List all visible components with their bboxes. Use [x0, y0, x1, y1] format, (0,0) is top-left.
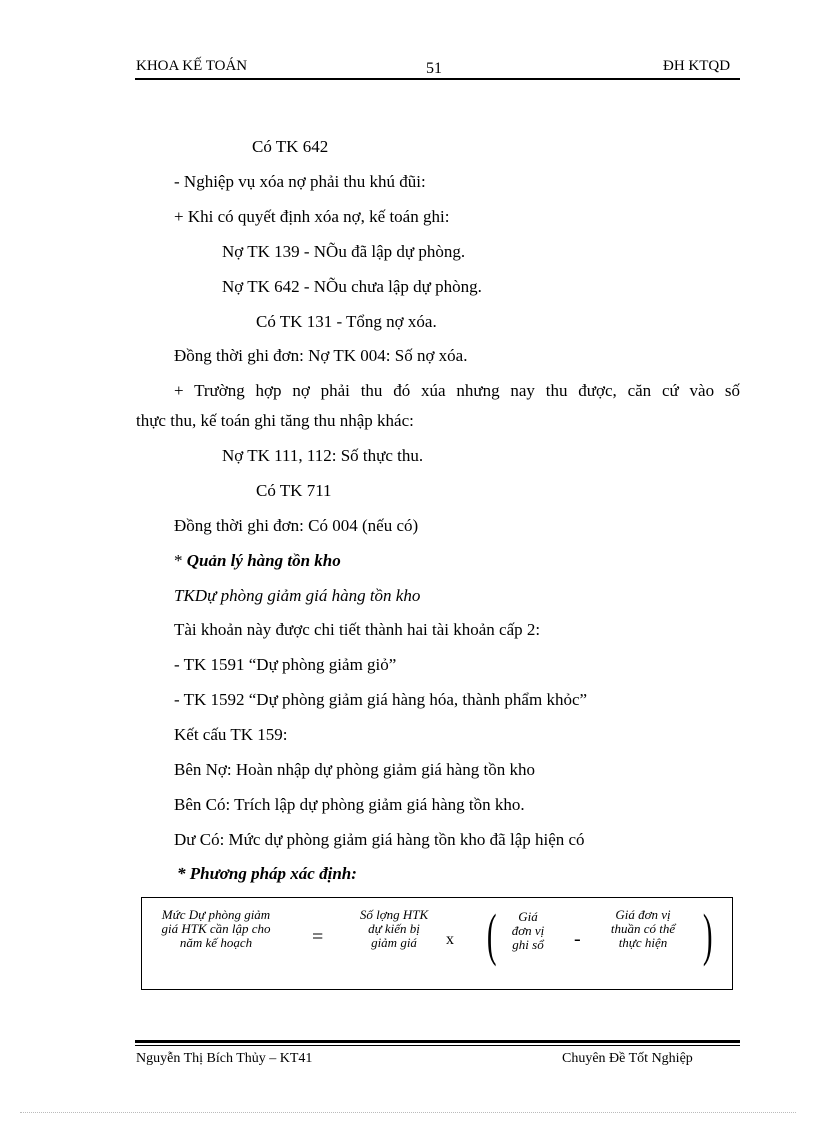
left-paren: ( — [486, 902, 497, 967]
text-line: Dư Có: Mức dự phòng giảm giá hàng tồn kho đã lập hiện có — [174, 830, 585, 849]
formula-term-reserve: Mức Dự phòng giảm giá HTK cần lập cho năm kế hoạch — [161, 907, 271, 950]
text-line: Có TK 642 — [252, 137, 329, 156]
text-line: Bên Nợ: Hoàn nhập dự phòng giảm giá hàng tồn kho — [174, 760, 535, 779]
text-line: Nợ TK 139 - NÕu đã lập dự phòng. — [222, 242, 466, 261]
section-heading: * Phương pháp xác định: — [177, 864, 357, 883]
text-line: Nợ TK 111, 112: Số thực thu. — [222, 446, 424, 465]
text-line: thực thu, kế toán ghi tăng thu nhập khác: — [136, 411, 414, 430]
text-line: Tài khoản này được chi tiết thành hai tài khoản cấp 2: — [174, 620, 541, 639]
text-line: Đồng thời ghi đơn: Có 004 (nếu có) — [174, 516, 419, 535]
formula-box — [141, 897, 733, 990]
heading-text: Quản lý hàng tồn kho — [186, 551, 341, 570]
text-line: Kết cấu TK 159: — [174, 725, 288, 744]
equals-sign: = — [312, 926, 324, 948]
footer-left: Nguyễn Thị Bích Thủy – KT41 — [136, 1051, 313, 1066]
text-line: + Khi có quyết định xóa nợ, kế toán ghi: — [174, 207, 450, 226]
text-line: Có TK 131 - Tổng nợ xóa. — [256, 312, 437, 331]
text-line: - Nghiệp vụ xóa nợ phải thu khú đũi: — [174, 172, 426, 191]
page-number: 51 — [426, 60, 442, 77]
formula-term-quantity: Số lợng HTK dự kiến bị giảm giá — [359, 907, 429, 950]
footer-rule-thin — [135, 1045, 740, 1046]
header-rule — [135, 78, 740, 80]
multiply-sign: x — [446, 931, 454, 948]
page-edge-divider — [20, 1112, 796, 1113]
text-line: + Trường hợp nợ phải thu đó xúa nhưng nay thu được, căn cứ vào số — [174, 381, 740, 400]
text-line: - TK 1591 “Dự phòng giảm giỏ” — [174, 655, 397, 674]
minus-sign: - — [574, 928, 581, 950]
header-left: KHOA KẾ TOÁN — [136, 58, 248, 74]
footer-right: Chuyên Đề Tốt Nghiệp — [562, 1051, 693, 1066]
footer-rule-thick — [135, 1040, 740, 1043]
section-heading — [174, 551, 341, 571]
text-line: Nợ TK 642 - NÕu chưa lập dự phòng. — [222, 277, 482, 296]
right-paren: ) — [702, 902, 713, 967]
formula-term-net-price: Giá đơn vị thuần có thể thực hiện — [610, 907, 676, 950]
text-line: Đồng thời ghi đơn: Nợ TK 004: Số nợ xóa. — [174, 346, 468, 365]
heading-star: * — [174, 551, 183, 570]
formula-term-book-price: Giá đơn vị ghi sổ — [511, 909, 545, 952]
subheading: TKDự phòng giảm giá hàng tồn kho — [174, 586, 421, 605]
text-line: Bên Có: Trích lập dự phòng giảm giá hàng tồn kho. — [174, 795, 525, 814]
header-right: ĐH KTQD — [663, 58, 731, 74]
text-line: - TK 1592 “Dự phòng giảm giá hàng hóa, thành phẩm khỏc” — [174, 690, 588, 709]
text-line: Có TK 711 — [256, 481, 332, 500]
